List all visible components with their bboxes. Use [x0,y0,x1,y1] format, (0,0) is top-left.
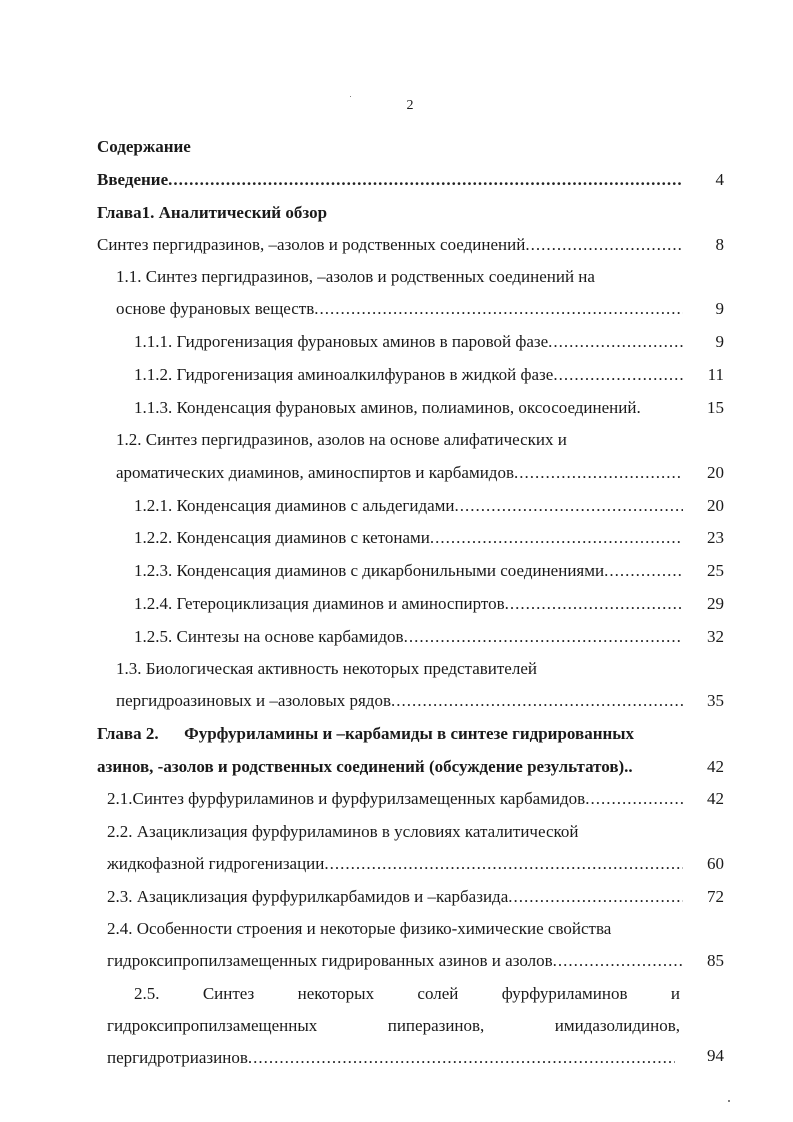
toc-page-number: 23 [707,528,724,547]
toc-entry-text: 2.3. Азациклизация фурфурилкарбамидов и –карбазида [107,887,509,906]
toc-word: некоторых [297,984,375,1003]
toc-entry-text: Синтез пергидразинов, –азолов и родственных соединений [97,235,526,254]
toc-entry-text: 1.1. Синтез пергидразинов, –азолов и родственных соединений на [116,267,595,286]
toc-word: имидазолидинов, [554,1016,680,1035]
toc-leader-dots [553,951,683,971]
toc-leader-dots [455,496,683,516]
toc-leader-dots [508,887,683,907]
toc-page-number: 20 [707,463,724,482]
toc-entry-justified-line [107,1016,680,1036]
toc-word: 2.5. [134,984,160,1003]
toc-entry [134,365,683,385]
toc-entry [134,332,683,352]
toc-page-number: 42 [707,789,724,808]
toc-entry [116,299,683,319]
toc-page-number: 9 [715,332,724,351]
toc-entry-text: пергидроазиновых и –азоловых рядов [116,691,391,710]
toc-entry-text: жидкофазной гидрогенизации [107,854,325,873]
toc-entry [97,235,683,255]
page-number: 2 [406,98,414,113]
toc-entry-text: 1.1.3. Конденсация фурановых аминов, полиаминов, оксосоединений. [134,398,641,417]
toc-page-number: 15 [707,398,724,417]
toc-entry [116,463,683,483]
toc-leader-dots [391,691,683,711]
toc-page-number: 94 [707,1046,724,1065]
toc-entry-text: 1.2.4. Гетероциклизация диаминов и аминоспиртов [134,594,505,613]
scan-speck [350,96,351,97]
toc-page-number: 72 [707,887,724,906]
toc-leader-dots [314,299,683,319]
toc-entry [107,887,683,907]
toc-page-number: 4 [715,170,724,189]
toc-entry-text: 1.1.2. Гидрогенизация аминоалкилфуранов в жидкой фазе [134,365,554,384]
toc-entry [134,627,683,647]
toc-entry-text: 1.2. Синтез пергидразинов, азолов на основе алифатических и [116,430,567,449]
toc-entry [134,561,683,581]
toc-page-number: 9 [715,299,724,318]
toc-entry-text: гидроксипропилзамещенных гидрированных азинов и азолов [107,951,553,970]
toc-page-number: 32 [707,627,724,646]
toc-word: солей [417,984,459,1003]
toc-entry-text: 1.2.5. Синтезы на основе карбамидов [134,627,404,646]
toc-word: фурфуриламинов [501,984,628,1003]
toc-entry-text: пергидротриазинов [107,1048,248,1067]
toc-page-number: 20 [707,496,724,515]
toc-entry-text: 1.2.2. Конденсация диаминов с кетонами [134,528,430,547]
toc-word: Синтез [202,984,255,1003]
toc-chapter-title: Глава1. Аналитический обзор [97,203,328,222]
toc-page-number: 8 [715,235,724,254]
toc-word: пиперазинов, [387,1016,485,1035]
toc-page-number: 35 [707,691,724,710]
toc-page-number: 11 [707,365,724,384]
toc-page-number: 60 [707,854,724,873]
toc-entry-text: 2.2. Азациклизация фурфуриламинов в условиях каталитической [107,822,579,841]
toc-entry [107,789,683,809]
toc-entry [107,854,683,874]
toc-entry [97,170,683,190]
toc-entry [107,1048,675,1068]
toc-leader-dots [553,365,683,385]
toc-entry-text: 2.1.Синтез фурфуриламинов и фурфурилзамещенных карбамидов [107,789,586,808]
toc-page-number: 25 [707,561,724,580]
toc-leader-dots [514,463,683,483]
toc-leader-dots [585,789,683,809]
toc-entry-text: основе фурановых веществ [116,299,315,318]
toc-leader-dots [505,594,683,614]
toc-leader-dots [248,1048,675,1068]
toc-leader-dots [430,528,683,548]
toc-word: и [670,984,680,1003]
toc-word: гидроксипропилзамещенных [107,1016,318,1035]
toc-leader-dots [168,170,683,190]
toc-page-number: 29 [707,594,724,613]
toc-leader-dots [525,235,683,255]
toc-page-number: 85 [707,951,724,970]
toc-chapter-title: азинов, -азолов и родственных соединений (обсуждение результатов).. [97,757,633,776]
toc-entry-text: 1.2.3. Конденсация диаминов с дикарбонильными соединениями [134,561,605,580]
toc-entry [134,528,683,548]
toc-heading: Содержание [97,137,191,156]
toc-entry-text: 1.1.1. Гидрогенизация фурановых аминов в паровой фазе [134,332,549,351]
toc-entry-text: 2.4. Особенности строения и некоторые физико-химические свойства [107,919,612,938]
toc-leader-dots [548,332,683,352]
toc-entry [107,951,683,971]
toc-entry-text: ароматических диаминов, аминоспиртов и карбамидов [116,463,514,482]
toc-leader-dots [324,854,683,874]
toc-entry [134,594,683,614]
toc-entry-text: Введение [97,170,169,189]
toc-leader-dots [604,561,683,581]
toc-page-number: 42 [707,757,724,776]
scan-speck [728,1100,730,1102]
toc-entry-text: 1.2.1. Конденсация диаминов с альдегидами [134,496,455,515]
toc-entry-justified-line [134,984,680,1004]
toc-entry [116,691,683,711]
toc-leader-dots [404,627,683,647]
toc-entry-text: 1.3. Биологическая активность некоторых представителей [116,659,537,678]
toc-entry [134,496,683,516]
toc-chapter-title: Глава 2. Фурфуриламины и –карбамиды в синтезе гидрированных [97,724,635,743]
